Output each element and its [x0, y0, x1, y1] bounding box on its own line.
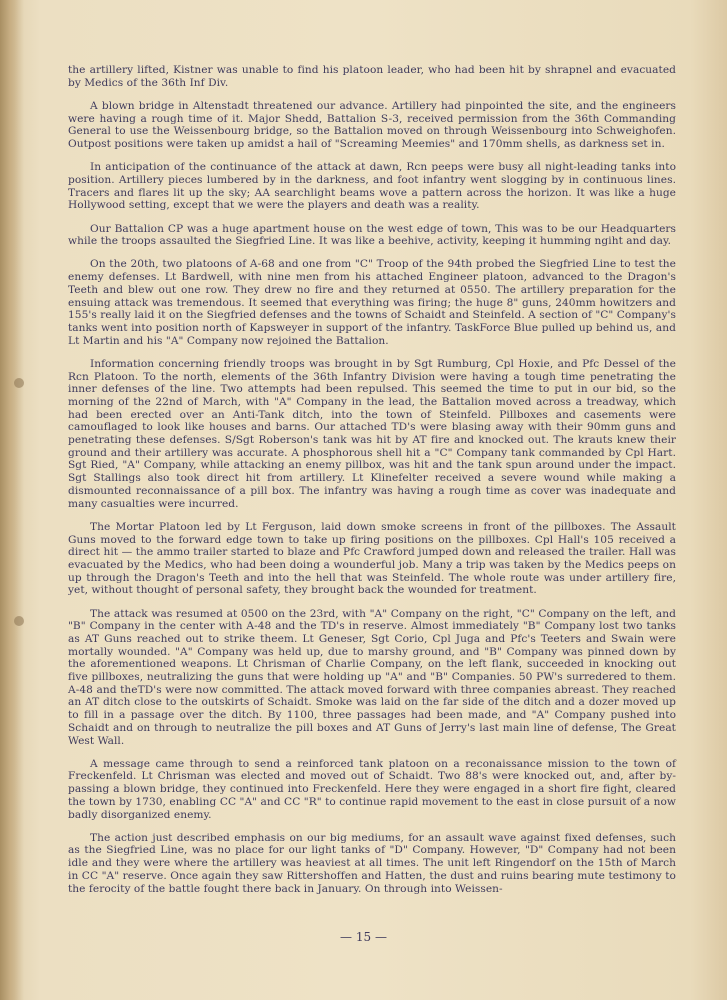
binding-hole [14, 616, 24, 626]
page-number: — 15 — [340, 930, 387, 944]
paragraph: Information concerning friendly troops was brought in by Sgt Rumburg, Cpl Hoxie, and Pfc Dessel of the Rcn Platoon. To the north, elements of the 36th Infantry Division were having a tough time penetrating the inner defenses of the line. Two attempts had been repulsed. This seemed the time to put in our bid, so the morning of the 22nd of March, with "A" Company in the lead, the Battalion moved across a treadway, which had been erected over an Anti-Tank ditch, into the town of Steinfeld. Pillboxes and casements were camouflaged to look like houses and barns. Our attached TD's were blasing away with their 90mm guns and penetrating these defenses. S/Sgt Roberson's tank was hit by AT fire and knocked out. The krauts knew their ground and their artillery was accurate. A phosphorous shell hit a "C" Company tank commanded by Cpl Hart. Sgt Ried, "A" Company, while attacking an enemy pillbox, was hit and the tank spun around under the impact. Sgt Stallings also took direct hit from artillery. Lt Klinefelter received a severe wound while making a dismounted reconnaissance of a pill box. The infantry was having a rough time as cover was inadequate and many casualties were incurred. [68, 357, 676, 510]
paragraph: A message came through to send a reinforced tank platoon on a reconaissance mission to the town of Freckenfeld. Lt Chrisman was elected and moved out of Schaidt. Two 88's were knocked out, and, after by-passing a blown bridge, they continued into Freckenfeld. Here they were engaged in a short fire fight, cleared the town by 1730, enabling CC "A" and CC "R" to continue rapid movement to the east in close pursuit of a now badly disorganized enemy. [68, 757, 676, 821]
binding-hole [14, 378, 24, 388]
paragraph: the artillery lifted, Kistner was unable to find his platoon leader, who had been hit by shrapnel and evacuated by Medics of the 36th Inf Div. [68, 64, 676, 89]
page-binding-edge [0, 0, 24, 1000]
paragraph: The Mortar Platoon led by Lt Ferguson, laid down smoke screens in front of the pillboxes. The Assault Guns moved to the forward edge town to take up firing positions on the pillboxes. Cpl Hall's 105 received a direct hit — the ammo trailer started to blaze and Pfc Crawford jumped down and released the trailer. Hall was evacuated by the Medics, who had been doing a wounderful job. Many a trip was taken by the Medics peeps on up through the Dragon's Teeth and into the hell that was Steinfeld. The whole route was under artillery fire, yet, without thought of personal safety, they brought back the wounded for treatment. [68, 520, 676, 597]
paragraph: The action just described emphasis on our big mediums, for an assault wave against fixed defenses, such as the Siegfried Line, was no place for our light tanks of "D" Company. However, "D" Company had not been idle and they were where the artillery was heaviest at all times. The unit left Ringendorf on the 15th of March in CC "A" reserve. Once again they saw Rittershoffen and Hatten, the dust and ruins bearing mute testimony to the ferocity of the battle fought there back in January. On through into Weissen- [68, 831, 676, 895]
paragraph: In anticipation of the continuance of the attack at dawn, Rcn peeps were busy all night-leading tanks into position. Artillery pieces lumbered by in the darkness, and foot infantry went slogging by in continuous lines. Tracers and flares lit up the sky; AA searchlight beams wove a pattern across the horizon. It was like a huge Hollywood setting, except that we were the players and death was a reality. [68, 161, 676, 212]
paragraph: Our Battalion CP was a huge apartment house on the west edge of town, This was to be our Headquarters while the troops assaulted the Siegfried Line. It was like a beehive, activity, keeping it humming ngiht and day. [68, 222, 676, 248]
body-text [68, 64, 676, 906]
paragraph: The attack was resumed at 0500 on the 23rd, with "A" Company on the right, "C" Company on the left, and "B" Company in the center with A-48 and the TD's in reserve. Almost immediately "B" Company lost two tanks as AT Guns reached out to strike theem. Lt Geneser, Sgt Corio, Cpl Juga and Pfc's Teeters and Swain were mortally wounded. "A" Company was held up, due to marshy ground, and "B" Company was pinned down by the aforementioned weapons. Lt Chrisman of Charlie Company, on the left flank, succeeded in knocking out five pillboxes, neutralizing the guns that were holding up "A" and "B" Companies. 50 PW's surredered to them. A-48 and theTD's were now committed. The attack moved forward with three companies abreast. They reached an AT ditch close to the outskirts of Schaidt. Smoke was laid on the far side of the ditch and a dozer moved up to fill in a passage over the ditch. By 1100, three passages had been made, and "A" Company pushed into Schaidt and on through to neutralize the pill boxes and AT Guns of Jerry's last main line of defense, The Great West Wall. [68, 607, 676, 747]
paragraph: On the 20th, two platoons of A-68 and one from "C" Troop of the 94th probed the Siegfried Line to test the enemy defenses. Lt Bardwell, with nine men from his attached Engineer platoon, advanced to the Dragon's Teeth and blew out one row. They drew no fire and they returned at 0550. The artillery preparation for the ensuing attack was tremendous. It seemed that everything was firing; the huge 8" guns, 240mm howitzers and 155's really laid it on the Siegfried defenses and the towns of Schaidt and Steinfeld. A section of "C" Company's tanks went into position north of Kapsweyer in support of the infantry. TaskForce Blue pulled up behind us, and Lt Martin and his "A" Company now rejoined the Battalion. [68, 258, 677, 347]
paragraph: A blown bridge in Altenstadt threatened our advance. Artillery had pinpointed the site, and the engineers were having a rough time of it. Major Shedd, Battalion S-3, received permission from the 36th Commanding General to use the Weissenbourg bridge, so the Battalion moved on through Weissenbourg into Schweighofen. Outpost positions were taken up amidst a hail of "Screaming Meemies" and 170mm shells, as darkness set in. [68, 99, 676, 151]
